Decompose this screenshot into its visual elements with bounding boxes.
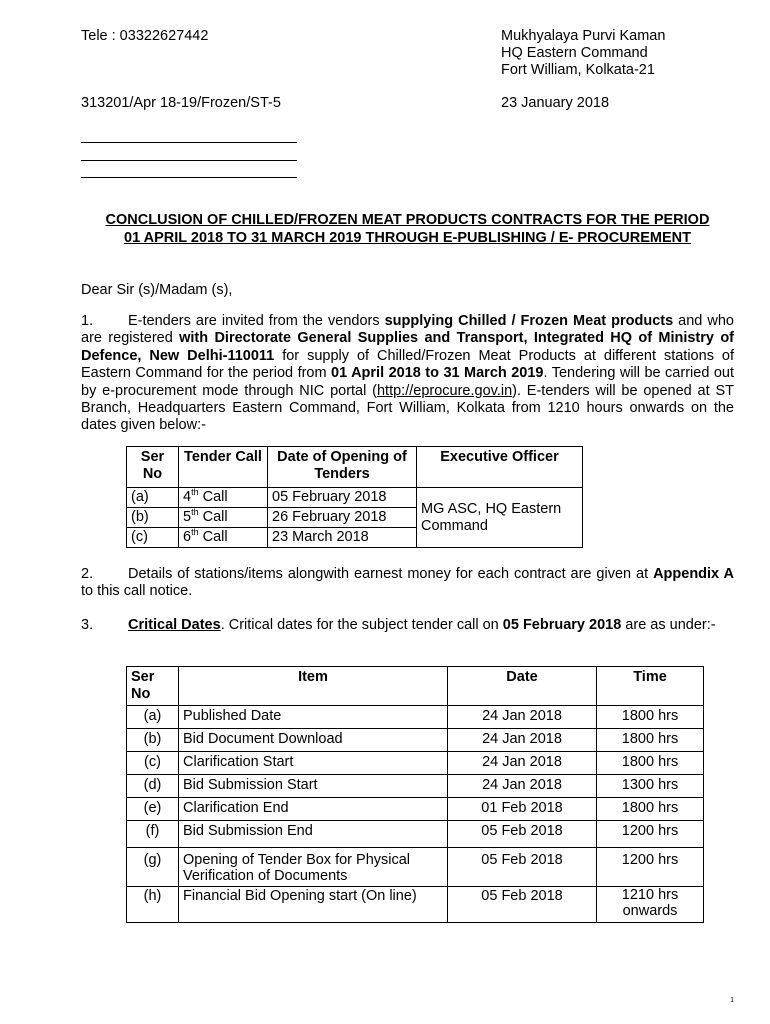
reference-number: 313201/Apr 18-19/Frozen/ST-5 bbox=[81, 95, 281, 111]
tele-number: Tele : 03322627442 bbox=[81, 28, 209, 44]
critical-dates-heading: Critical Dates bbox=[128, 617, 221, 633]
table-row: (e) Clarification End 01 Feb 2018 1800 hrs bbox=[127, 798, 704, 821]
table-header-row bbox=[127, 447, 583, 488]
table-row: (b) 5th Call 26 February 2018 bbox=[127, 508, 583, 528]
paragraph-1: 1. E-tenders are invited from the vendors supplying Chilled / Frozen Meat products and who are registered with Directorate General Supplies and Transport, Integrated HQ of Ministry of Defence, New Delhi-110011 for supply of Chilled/Frozen Meat Products at different stations of Eastern Command for the period from 01 April 2018 to 31 March 2019. Tendering will be carried out by e-procurement mode through NIC portal (http://eprocure.gov.in). E-tenders will be opened at ST Branch, Headquarters Eastern Command, Fort William, Kolkata from 1210 hours onwards on the dates given below:- bbox=[81, 313, 734, 434]
table-row: (f) Bid Submission End 05 Feb 2018 1200 hrs bbox=[127, 821, 704, 848]
para-3-number: 3. bbox=[81, 617, 94, 633]
address-line-1: Mukhyalaya Purvi Kaman bbox=[501, 28, 666, 44]
title-line-2: 01 APRIL 2018 TO 31 MARCH 2019 THROUGH E-PUBLISHING / E- PROCUREMENT bbox=[124, 230, 691, 246]
addressee-line-1 bbox=[81, 142, 297, 143]
table-row: (c) 6th Call 23 March 2018 bbox=[127, 528, 583, 548]
critical-dates-table bbox=[126, 666, 704, 923]
table-row: (g) Opening of Tender Box for Physical Verification of Documents 05 Feb 2018 1200 hrs bbox=[127, 848, 704, 887]
addressee-line-2 bbox=[81, 160, 297, 161]
table-row: (b) Bid Document Download 24 Jan 2018 1800 hrs bbox=[127, 729, 704, 752]
paragraph-2: 2. Details of stations/items alongwith earnest money for each contract are given at Appendix A to this call notice. bbox=[81, 566, 734, 600]
header-ser-no: Ser No bbox=[127, 667, 179, 706]
table-row: (d) Bid Submission Start 24 Jan 2018 1300 hrs bbox=[127, 775, 704, 798]
header-ser-no: Ser No bbox=[127, 447, 179, 488]
eprocure-link[interactable]: http://eprocure.gov.in bbox=[376, 382, 513, 399]
header-date-of-opening: Date of Opening of Tenders bbox=[268, 447, 417, 488]
salutation: Dear Sir (s)/Madam (s), bbox=[81, 282, 233, 298]
header-executive-officer: Executive Officer bbox=[417, 447, 583, 488]
table-row: (h) Financial Bid Opening start (On line) 05 Feb 2018 1210 hrs onwards bbox=[127, 887, 704, 923]
address-line-3: Fort William, Kolkata-21 bbox=[501, 62, 655, 78]
addressee-line-3 bbox=[81, 177, 297, 178]
tender-calls-table bbox=[126, 446, 583, 548]
para-2-number: 2. bbox=[81, 566, 94, 582]
page-number: 1 bbox=[730, 997, 734, 1004]
executive-officer-cell: MG ASC, HQ Eastern Command bbox=[417, 488, 583, 548]
header-left bbox=[81, 28, 281, 112]
header-date: Date bbox=[448, 667, 597, 706]
header-tender-call: Tender Call bbox=[179, 447, 268, 488]
letter-date: 23 January 2018 bbox=[501, 95, 610, 111]
header-item: Item bbox=[179, 667, 448, 706]
document-title bbox=[80, 211, 735, 247]
table-row: (a) Published Date 24 Jan 2018 1800 hrs bbox=[127, 706, 704, 729]
address-line-2: HQ Eastern Command bbox=[501, 45, 648, 61]
header-time: Time bbox=[597, 667, 704, 706]
table-header-row bbox=[127, 667, 704, 706]
table-row: (a) 4th Call 05 February 2018 MG ASC, HQ Eastern Command bbox=[127, 488, 583, 508]
paragraph-3: 3. Critical Dates. Critical dates for the subject tender call on 05 February 2018 are as under:- bbox=[81, 617, 716, 633]
table-row: (c) Clarification Start 24 Jan 2018 1800 hrs bbox=[127, 752, 704, 775]
header-right bbox=[501, 28, 665, 112]
para-1-number: 1. bbox=[81, 313, 94, 329]
title-line-1: CONCLUSION OF CHILLED/FROZEN MEAT PRODUCTS CONTRACTS FOR THE PERIOD bbox=[105, 212, 710, 228]
